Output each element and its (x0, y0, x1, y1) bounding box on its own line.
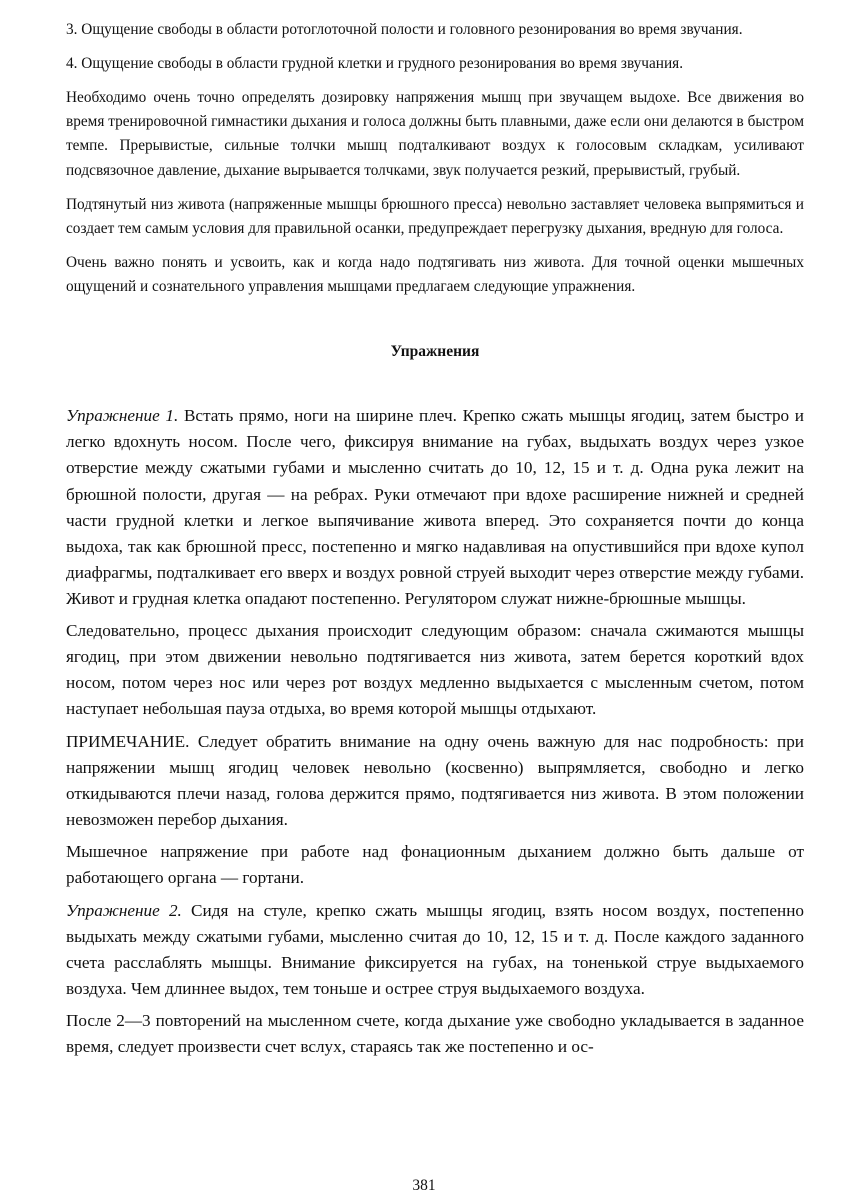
paragraph-understand-after: надо подтягивать низ живота. Для точной оценки мышечных ощущений и сознательного управления мышцами предлагаем следующие упражнения. (66, 253, 804, 296)
exercise-2 (66, 898, 804, 1002)
paragraph-understand-emphasis: как и когда (292, 253, 373, 271)
exercise-1 (66, 403, 804, 612)
exercise-1-name: Упражнение 1. (66, 406, 179, 426)
list-item-4: 4. Ощущение свободы в области грудной клетки и грудного резонирования во время звучания. (66, 55, 684, 72)
list-item-3: 3. Ощущение свободы в области ротоглоточной полости и головного резонирования во время звучания. (66, 21, 743, 38)
paragraph-consequently: Следовательно, процесс дыхания происходит следующим образом: сначала сжимаются мышцы ягодиц, при этом движении невольно подтягивается низ живота, затем берется короткий вдох носом, потом через нос или через рот воздух медленно выдыхается с мысленным счетом, потом наступает небольшая пауза отдыха, во время которой мышцы отдыхают. (66, 621, 804, 719)
paragraph-abdomen: Подтянутый низ живота (напряженные мышцы брюшного пресса) невольно заставляет человека выпрямиться и создает тем самым условия для правильной осанки, предупреждает перегрузку дыхания, вредную для голоса. (66, 195, 804, 237)
upper-text-block (66, 18, 804, 299)
paragraph-tension: Мышечное напряжение при работе над фонационным дыханием должно быть дальше от работающего органа — гортани. (66, 842, 804, 888)
paragraph-understand-before: Очень важно понять и усвоить, (66, 253, 293, 271)
note-label: ПРИМЕЧАНИЕ. (66, 731, 190, 751)
note-paragraph (66, 729, 804, 833)
paragraph-understand (66, 251, 804, 299)
exercise-1-text: Встать прямо, ноги на ширине плеч. Крепко сжать мышцы ягодиц, затем быстро и легко вдохнуть носом. После чего, фиксируя внимание на губах, выдыхать воздух через узкое отверстие между сжатыми губами и мысленно считать до 10, 12, 15 и т. д. Одна рука лежит на брюшной полости, другая — на ребрах. Руки отмечают при вдохе расширение нижней и средней части грудной клетки и легкое выпячивание живота вперед. Это сохраняется почти до конца выдоха, так как брюшной пресс, постепенно и мягко надавливая на опустившийся при вдохе купол диафрагмы, подталкивает его вверх и воздух ровной струей выходит через отверстие между губами. Живот и грудная клетка опадают постепенно. Регулятором служат нижне-брюшные мышцы. (66, 406, 804, 608)
exercise-2-text: Сидя на стуле, крепко сжать мышцы ягодиц, взять носом воздух, постепенно выдыхать между сжатыми губами, мысленно считая до 10, 12, 15 и т. д. После каждого заданного счета расслаблять мышцы. Внимание фиксируется на губах, на тоненькой струе выдыхаемого воздуха. Чем длиннее выдох, тем тоньше и острее струя выдыхаемого воздуха. (66, 900, 805, 998)
note-text: Следует обратить внимание на одну очень важную для нас подробность: при напряжении мышц ягодиц человек невольно (косвенно) выпрямляется, свободно и легко откидываются плечи назад, голова держится прямо, подтягивается низ живота. В этом положении невозможен перебор дыхания. (66, 731, 804, 829)
page-content (66, 18, 804, 1067)
lower-text-block (66, 403, 804, 1060)
section-heading: Упражнения (390, 343, 480, 361)
exercise-2-name: Упражнение 2. (66, 900, 182, 920)
page-number: 381 (412, 1177, 436, 1194)
paragraph-dosage: Необходимо очень точно определять дозировку напряжения мышц при звучащем выдохе. Все движения во время тренировочной гимнастики дыхания и голоса должны быть плавными, даже если они делаются в быстром темпе. Прерывистые, сильные толчки мышц подталкивают воздух к голосовым складкам, усиливают подсвязочное давление, дыхание вырывается толчками, звук получается резкий, прерывистый, грубый. (66, 89, 804, 179)
paragraph-after: После 2—3 повторений на мысленном счете, когда дыхание уже свободно укладывается в заданное время, следует произвести счет вслух, стараясь так же постепенно и ос- (66, 1011, 804, 1057)
